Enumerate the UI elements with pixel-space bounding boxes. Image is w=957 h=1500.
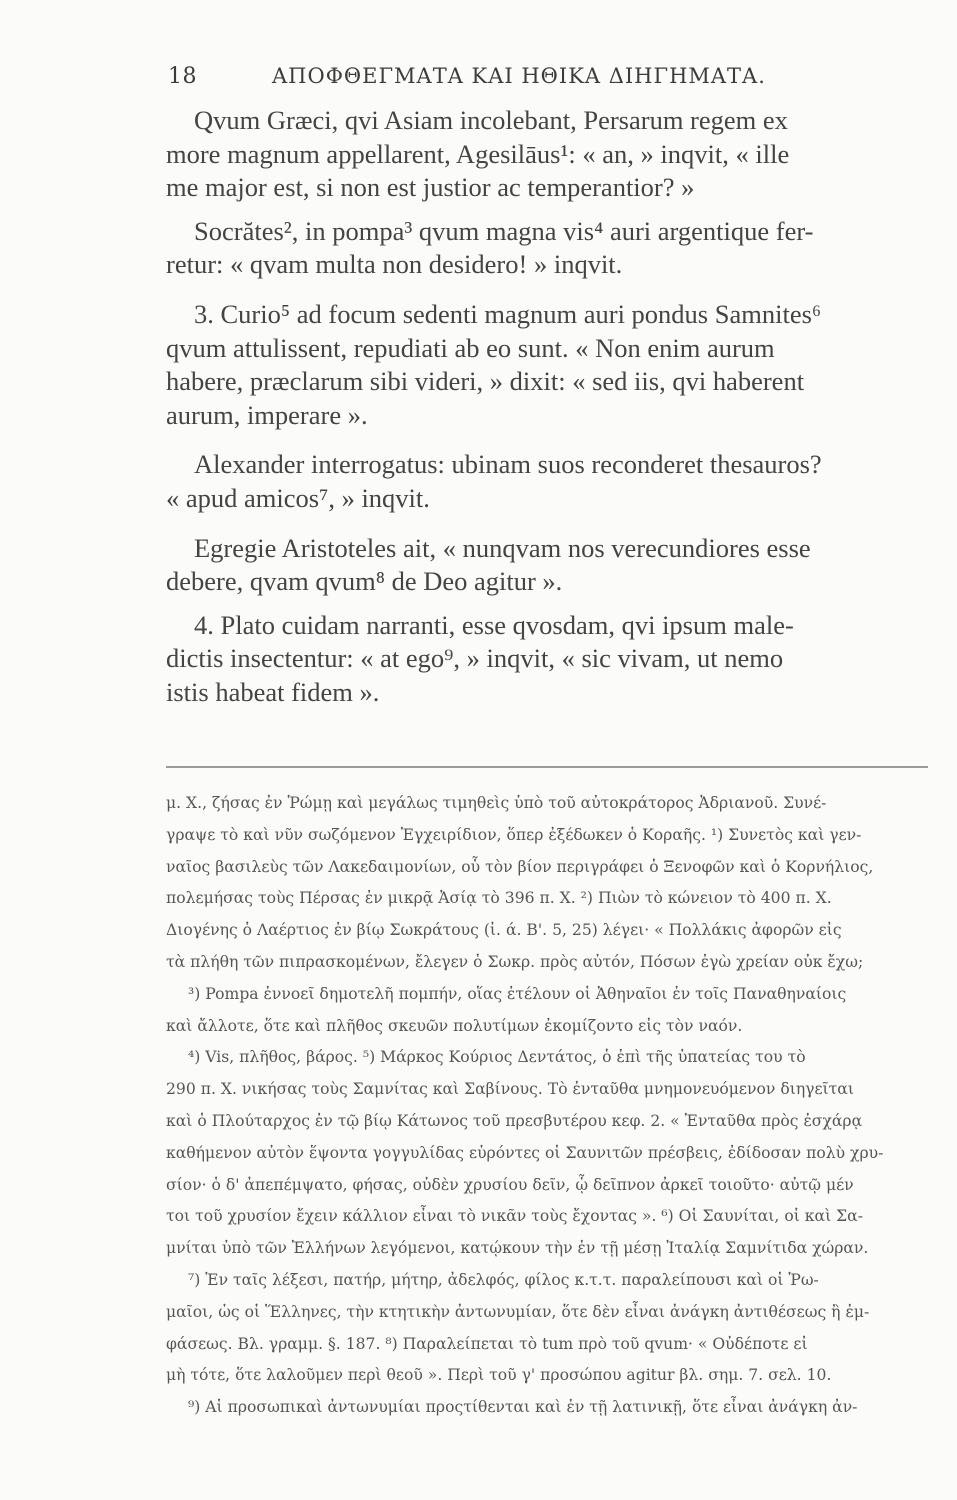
paragraph-aristoteles [166, 532, 926, 599]
footnote-line: 290 π. Χ. νικήσας τοὺς Σαμνίτας καὶ Σαβίνους. Τὸ ἐνταῦθα μνημονευόμενον διηγεῖται [166, 1080, 854, 1099]
paragraph-curio [166, 298, 926, 432]
footnote-line: ⁷) Ἐν ταῖς λέξεσι, πατήρ, μήτηρ, ἀδελφός, φίλος κ.τ.τ. παραλείπουσι καὶ οἱ Ῥω- [188, 1270, 819, 1289]
footnote-line: τὰ πλήθη τῶν πιπρασκομένων, ἔλεγεν ὁ Σωκρ. πρὸς αὐτόν, Πόσων ἐγὼ χρείαν οὐκ ἔχω; [166, 952, 864, 971]
footnote-line: μ. Χ., ζήσας ἐν Ῥώμῃ καὶ μεγάλως τιμηθεὶς ὑπὸ τοῦ αὐτοκράτορος Ἀδριανοῦ. Συνέ- [166, 794, 827, 812]
text-line: Alexander interrogatus: ubinam suos reconderet thesauros? [194, 449, 822, 480]
text-line: habere, præclarum sibi videri, » dixit: « sed iis, qvi haberent [166, 366, 805, 397]
text-line: dictis insectentur: « at ego⁹, » inqvit, « sic vivam, ut nemo [166, 643, 784, 674]
footnote-line: καθήμενον αὐτὸν ἕψοντα γογγυλίδας εὑρόντες οἱ Σαυνιτῶν πρέσβεις, ἐδίδοσαν πολὺ χρυ- [166, 1143, 884, 1162]
footnote-line: σίον· ὁ δ' ἀπεπέμψατο, φήσας, οὐδὲν χρυσίου δεῖν, ᾧ δεῖπνον ἀρκεῖ τοιοῦτο· αὐτῷ μέν [166, 1175, 854, 1194]
footnote-line: τοι τοῦ χρυσίον ἔχειν κάλλιον εἶναι τὸ νικᾶν τοὺς ἔχοντας ». ⁶) Οἱ Σαυνίται, οἱ καὶ Σα- [166, 1207, 863, 1226]
text-line: « apud amicos⁷, » inqvit. [166, 482, 430, 513]
text-line: 4. Plato cuidam narranti, esse qvosdam, qvi ipsum male- [194, 609, 794, 640]
footnote-divider [166, 766, 928, 768]
footnote-line: ⁹) Αἱ προσωπικαὶ ἀντωνυμίαι προςτίθενται καὶ ἐν τῇ λατινικῇ, ὅτε εἶναι ἀνάγκη ἀν- [188, 1398, 858, 1417]
footnote-line: μνίται ὑπὸ τῶν Ἑλλήνων λεγόμενοι, κατῴκουν τὴν ἐν τῇ μέσῃ Ἰταλίᾳ Σαμνίτιδα χώραν. [166, 1239, 869, 1258]
text-line: debere, qvam qvum⁸ de Deo agitur ». [166, 566, 563, 597]
footnote-line: ⁴) Vis, πλῆθος, βάρος. ⁵) Μάρκος Κούριος Δεντάτος, ὁ ἐπὶ τῆς ὑπατείας του τὸ [188, 1048, 806, 1067]
footnote-line: ³) Pompa ἐννοεῖ δημοτελῆ πομπήν, οἵας ἐτέλουν οἱ Ἀθηναῖοι ἐν τοῖς Παναθηναίοις [188, 984, 847, 1003]
page-number: 18 [168, 64, 197, 89]
footnote-line: καὶ ἄλλοτε, ὅτε καὶ πλῆθος σκευῶν πολυτίμων ἐκομίζοντο εἰς τὸν ναόν. [166, 1016, 743, 1035]
text-line: 3. Curio⁵ ad focum sedenti magnum auri pondus Samnites⁶ [194, 298, 822, 329]
running-title: ΑΠΟΦΘΕΓΜΑΤΑ ΚΑΙ ΗΘΙΚΑ ΔΙΗΓΗΜΑΤΑ. [272, 64, 766, 88]
footnote-line: Διογένης ὁ Λαέρτιος ἐν βίῳ Σωκράτους (ἰ. ά. Β'. 5, 25) λέγει· « Πολλάκις ἀφορῶν εἰς [166, 921, 842, 940]
text-line: Qvum Græci, qvi Asiam incolebant, Persarum regem ex [194, 105, 788, 135]
running-header [168, 64, 928, 100]
main-text [166, 104, 926, 710]
footnote-line: φάσεως. Βλ. γραμμ. §. 187. ⁸) Παραλείπεται τὸ tum πρὸ τοῦ qvum· « Οὐδέποτε εἰ [166, 1334, 808, 1353]
footnotes [166, 788, 926, 1424]
text-line: more magnum appellarent, Agesilāus¹: « an, » inqvit, « ille [166, 138, 790, 169]
text-line: me major est, si non est justior ac temperantior? » [166, 172, 695, 203]
footnote-line: πολεμήσας τοὺς Πέρσας ἐν μικρᾷ Ἀσίᾳ τὸ 396 π. Χ. ²) Πιὼν τὸ κώνειον τὸ 400 π. Χ. [166, 889, 832, 908]
text-line: qvum attulissent, repudiati ab eo sunt. « Non enim aurum [166, 332, 775, 363]
text-line: Socrătes², in pompa³ qvum magna vis⁴ auri argentique fer- [194, 215, 814, 246]
paragraph-socrates [166, 215, 926, 282]
text-line: retur: « qvam multa non desidero! » inqvit. [166, 249, 623, 280]
text-line: istis habeat fidem ». [166, 676, 380, 707]
footnote-line: καὶ ὁ Πλούταρχος ἐν τῷ βίῳ Κάτωνος τοῦ πρεσβυτέρου κεφ. 2. « Ἐνταῦθα πρὸς ἐσχάρᾳ [166, 1111, 863, 1130]
footnote-line: μαῖοι, ὡς οἱ Ἕλληνες, τὴν κτητικὴν ἀντωνυμίαν, ὅτε δὲν εἶναι ἀνάγκη ἀντιθέσεως ἢ ἐμ- [166, 1302, 870, 1321]
paragraph-alexander [166, 448, 926, 515]
text-line: Egregie Aristoteles ait, « nunqvam nos verecundiores esse [194, 532, 811, 563]
paragraph-agesilaus [166, 104, 926, 205]
footnote-line: ναῖος βασιλεὺς τῶν Λακεδαιμονίων, οὗ τὸν βίον περιγράφει ὁ Ξενοφῶν καὶ ὁ Κορνήλιος, [166, 857, 874, 876]
text-line: aurum, imperare ». [166, 399, 368, 430]
paragraph-plato [166, 609, 926, 710]
footnote-line: γραψε τὸ καὶ νῦν σωζόμενον Ἐγχειρίδιον, ὅπερ ἐξέδωκεν ὁ Κοραῆς. ¹) Συνετὸς καὶ γεν- [166, 825, 862, 844]
footnote-line: μὴ τότε, ὅτε λαλοῦμεν περὶ θεοῦ ». Περὶ τοῦ γ' προσώπου agitur βλ. σημ. 7. σελ. 10. [166, 1366, 832, 1385]
